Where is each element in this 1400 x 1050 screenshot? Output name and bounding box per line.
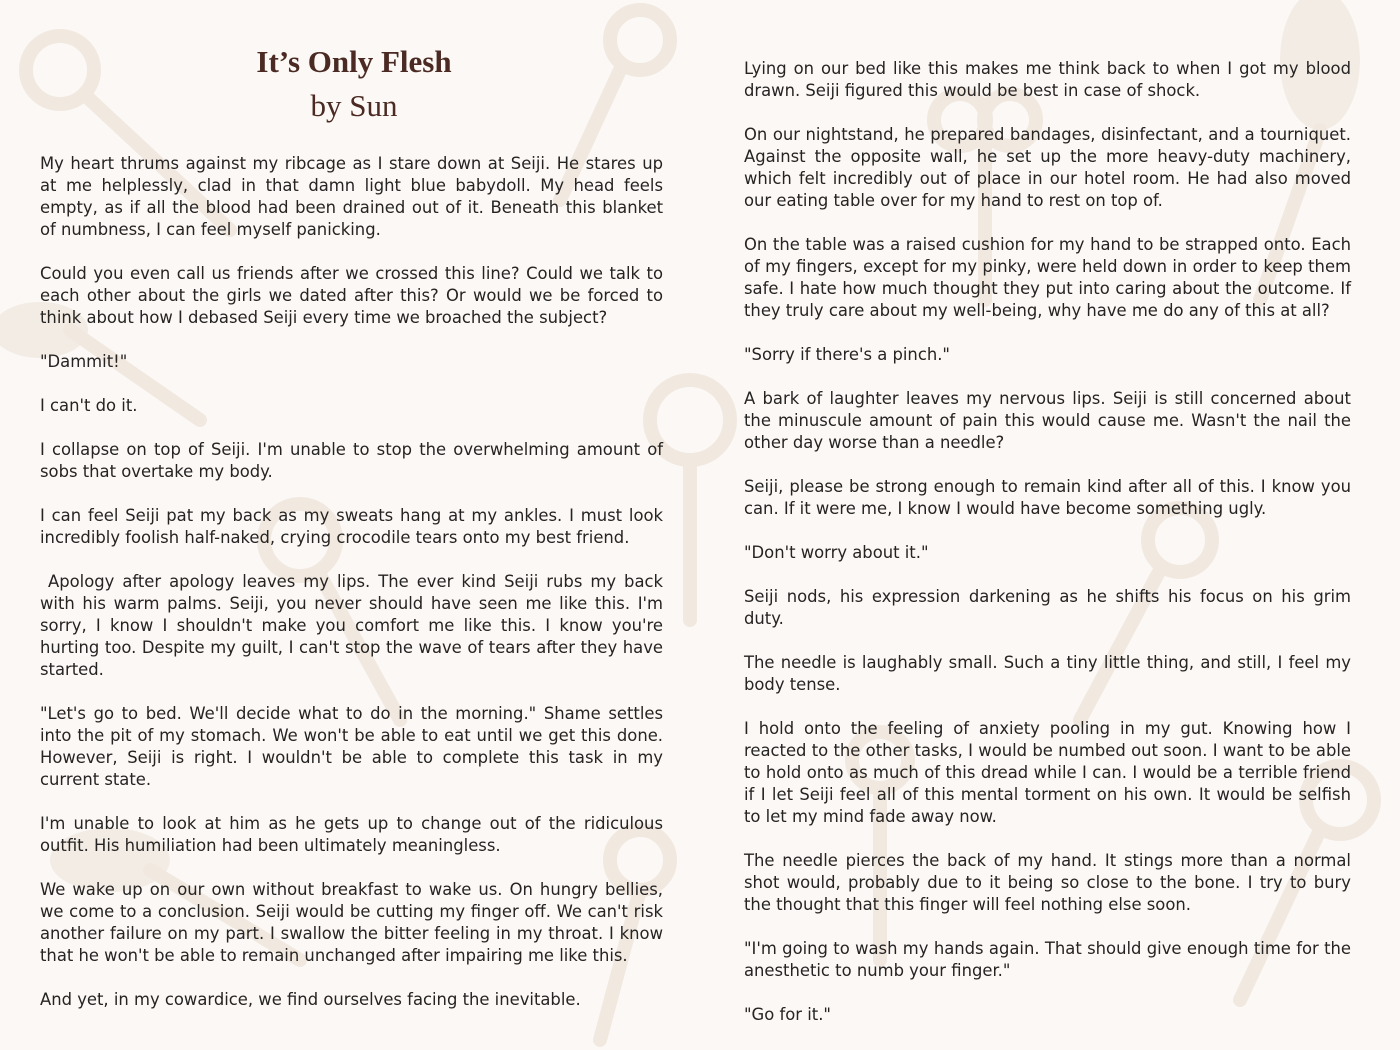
- paragraph: "Sorry if there's a pinch.": [744, 345, 950, 364]
- paragraph: Seiji nods, his expression darkening as he shifts his focus on his grim duty.: [744, 587, 1357, 628]
- paragraph: Could you even call us friends after we crossed this line? Could we talk to each other about the girls we dated after this? Or would we be forced to think about how I debased Seiji every time we broached the subject?: [40, 264, 669, 327]
- paragraph: A bark of laughter leaves my nervous lips. Seiji is still concerned about the minuscule amount of pain this would cause me. Wasn't the nail the other day worse than a needle?: [744, 389, 1357, 452]
- story-byline: by Sun: [310, 88, 398, 123]
- paragraph: The needle pierces the back of my hand. It stings more than a normal shot would, probably due to it being so close to the bone. I try to bury the thought that this finger will feel nothing else soon.: [744, 851, 1357, 914]
- left-page-text: [40, 153, 669, 1033]
- paragraph: "Let's go to bed. We'll decide what to do in the morning." Shame settles into the pit of my stomach. We won't be able to eat until we get this done. However, Seiji is right. I wouldn't be able to complete this task in my current state.: [40, 704, 669, 789]
- paragraph: "Don't worry about it.": [744, 543, 929, 562]
- paragraph: On our nightstand, he prepared bandages, disinfectant, and a tourniquet. Against the opposite wall, he set up the more heavy-duty machinery, which felt incredibly out of place in our hotel room. He had also moved our eating table over for my hand to rest on top of.: [744, 125, 1357, 210]
- paragraph: On the table was a raised cushion for my hand to be strapped onto. Each of my fingers, except for my pinky, were held down in order to keep them safe. I hate how much thought they put into caring about the outcome. If they truly care about my well-being, why have me do any of this at all?: [744, 235, 1357, 320]
- paragraph: My heart thrums against my ribcage as I stare down at Seiji. He stares up at me helplessly, clad in that damn light blue babydoll. My head feels empty, as if all the blood had been drained out of it. Beneath this blanket of numbness, I can feel myself panicking.: [40, 154, 669, 239]
- paragraph: "Dammit!": [40, 352, 128, 371]
- paragraph: I collapse on top of Seiji. I'm unable to stop the overwhelming amount of sobs that overtake my body.: [40, 440, 669, 481]
- paragraph: I can feel Seiji pat my back as my sweats hang at my ankles. I must look incredibly foolish half-naked, crying crocodile tears onto my best friend.: [40, 506, 669, 547]
- paragraph: I hold onto the feeling of anxiety pooling in my gut. Knowing how I reacted to the other tasks, I would be numbed out soon. I want to be able to hold onto as much of this dread while I can. I would be a terrible friend if I let Seiji feel all of this mental torment on his own. It would be selfish to let my mind fade away now.: [744, 719, 1357, 826]
- paragraph: And yet, in my cowardice, we find ourselves facing the inevitable.: [40, 990, 581, 1009]
- paragraph: Apology after apology leaves my lips. The ever kind Seiji rubs my back with his warm palms. Seiji, you never should have seen me like this. I'm sorry, I know I shouldn't make you comfort me like this. I know you're hurting too. Despite my guilt, I can't stop the wave of tears after they have started.: [40, 572, 669, 679]
- paragraph: We wake up on our own without breakfast to wake us. On hungry bellies, we come to a conclusion. Seiji would be cutting my finger off. We can't risk another failure on my part. I swallow the bitter feeling in my throat. I know that he won't be able to remain unchanged after impairing me like this.: [40, 880, 669, 965]
- paragraph: "I'm going to wash my hands again. That should give enough time for the anesthetic to numb your finger.": [744, 939, 1357, 980]
- right-page-text: [744, 58, 1357, 1048]
- paragraph: I'm unable to look at him as he gets up to change out of the ridiculous outfit. His humiliation had been ultimately meaningless.: [40, 814, 669, 855]
- paragraph: "Go for it.": [744, 1005, 831, 1024]
- paragraph: Lying on our bed like this makes me think back to when I got my blood drawn. Seiji figured this would be best in case of shock.: [744, 59, 1357, 100]
- paragraph: I can't do it.: [40, 396, 138, 415]
- paragraph: Seiji, please be strong enough to remain kind after all of this. I know you can. If it were me, I know I would have become something ugly.: [744, 477, 1357, 518]
- paragraph: The needle is laughably small. Such a tiny little thing, and still, I feel my body tense.: [744, 653, 1357, 694]
- story-title: It’s Only Flesh: [256, 44, 452, 79]
